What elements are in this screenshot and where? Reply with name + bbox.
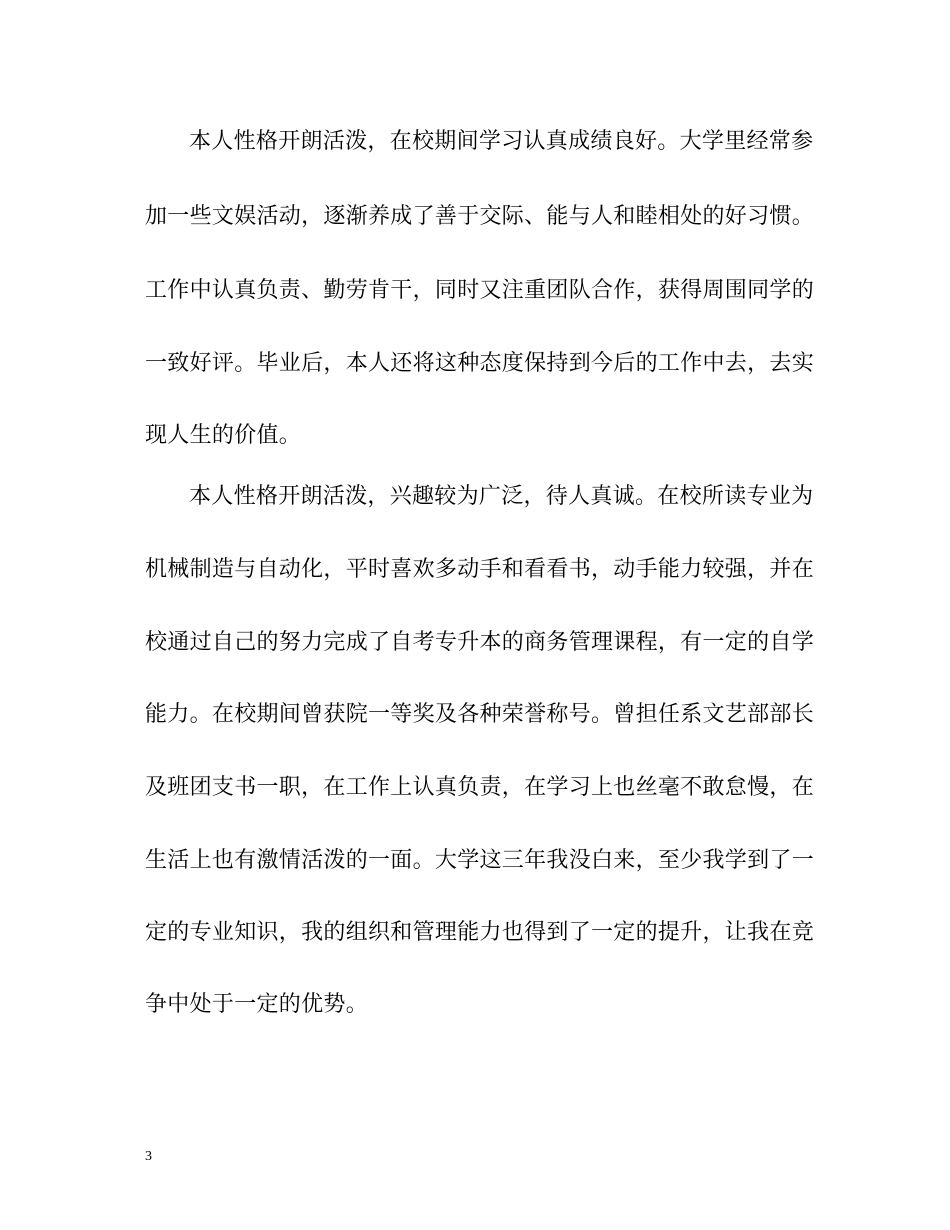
paragraph-2-line-5: 及班团支书一职，在工作上认真负责，在学习上也丝毫不敢怠慢，在	[145, 775, 815, 800]
paragraph-2-line-8: 争中处于一定的优势。	[145, 992, 369, 1017]
paragraph-2-line-3: 校通过自己的努力完成了自考专升本的商务管理课程，有一定的自学	[145, 630, 815, 655]
paragraph-1-line-3: 工作中认真负责、勤劳肯干，同时又注重团队合作，获得周围同学的	[145, 278, 815, 303]
paragraph-2-line-4: 能力。在校期间曾获院一等奖及各种荣誉称号。曾担任系文艺部部长	[145, 702, 815, 727]
paragraph-1-line-2: 加一些文娱活动，逐渐养成了善于交际、能与人和睦相处的好习惯。	[145, 204, 815, 229]
paragraph-2-line-7: 定的专业知识，我的组织和管理能力也得到了一定的提升，让我在竞	[145, 920, 815, 945]
page-number: 3	[145, 1149, 152, 1164]
paragraph-1-line-1: 本人性格开朗活泼，在校期间学习认真成绩良好。大学里经常参	[189, 129, 814, 154]
paragraph-2-line-1: 本人性格开朗活泼，兴趣较为广泛，待人真诚。在校所读专业为	[189, 484, 814, 509]
paragraph-2-line-2: 机械制造与自动化，平时喜欢多动手和看看书，动手能力较强，并在	[145, 557, 815, 582]
paragraph-1-line-4: 一致好评。毕业后，本人还将这种态度保持到今后的工作中去，去实	[145, 351, 815, 376]
paragraph-1-line-5: 现人生的价值。	[145, 423, 302, 448]
paragraph-2-line-6: 生活上也有激情活泼的一面。大学这三年我没白来，至少我学到了一	[145, 848, 815, 873]
